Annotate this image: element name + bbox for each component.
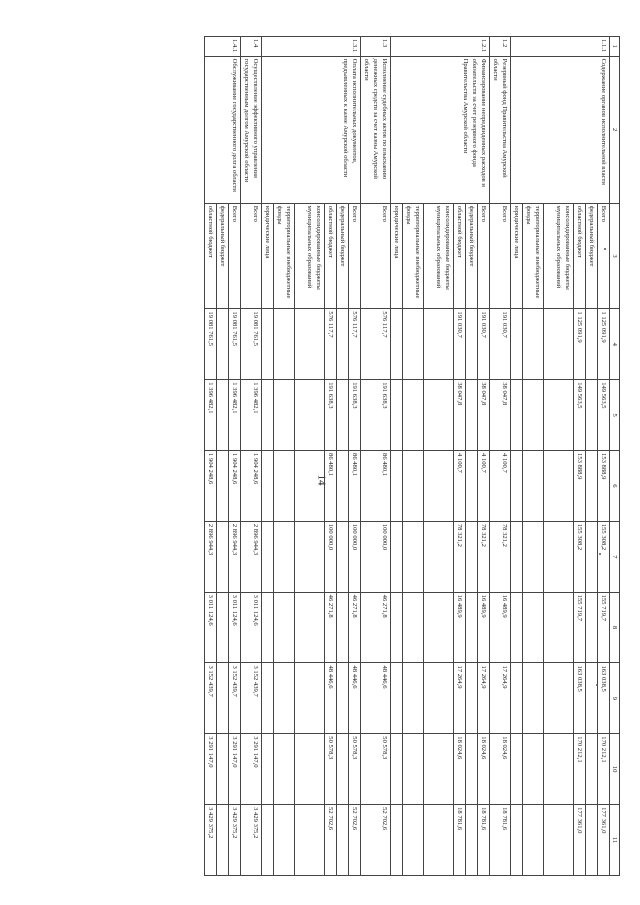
value-cell: 170 212,1 [598,734,610,805]
value-cell: 3 152 439,7 [229,663,241,734]
value-cell: 3 429 375,2 [229,805,241,876]
row-name: Резервный фонд Правительства Амурской области [490,56,511,203]
value-cell [295,309,325,380]
table-row [598,37,610,876]
value-cell: 155 719,7 [598,592,610,663]
table-body [205,37,610,876]
value-cell: 2 896 944,3 [205,521,217,592]
value-cell: 18 781,6 [478,805,490,876]
value-cell [424,380,454,451]
value-cell: 4 100,7 [490,451,511,522]
value-cell [424,592,454,663]
row-code: 1.2.1 [391,37,490,57]
value-cell: 3 291 147,0 [205,734,217,805]
value-cell: 78 321,2 [454,521,466,592]
value-cell [262,592,274,663]
funding-source: федеральный бюджет [466,203,478,309]
value-cell [544,521,574,592]
table-row [241,37,262,876]
value-cell: 52 702,6 [349,805,361,876]
rotated-table-container [90,36,620,876]
value-cell [544,663,574,734]
value-cell: 17 264,9 [478,663,490,734]
value-cell: 17 264,9 [454,663,466,734]
value-cell [544,734,574,805]
value-cell [511,805,523,876]
value-cell [424,663,454,734]
value-cell [424,451,454,522]
value-cell [403,309,424,380]
value-cell [586,451,598,522]
value-cell: 163 038,5 [574,663,586,734]
value-cell: 100 000,0 [325,521,337,592]
value-cell: 78 321,2 [490,521,511,592]
funding-source: юридические лица [391,203,403,309]
funding-source: федеральный бюджет [586,203,598,309]
value-cell [274,592,295,663]
value-cell [544,309,574,380]
value-cell [544,380,574,451]
row-code: 1.3 [361,37,391,57]
value-cell [403,663,424,734]
value-cell [262,451,274,522]
value-cell: 50 578,3 [361,734,391,805]
funding-source: территориальные внебюджетные фонды [274,203,295,309]
funding-source: территориальные внебюджетные фонды [403,203,424,309]
funding-source: федеральный бюджет [217,203,229,309]
value-cell [586,805,598,876]
value-cell: 170 212,1 [574,734,586,805]
value-cell: 576 117,7 [325,309,337,380]
value-cell: 38 047,8 [478,380,490,451]
value-cell [466,380,478,451]
header-cell: 2 [610,56,620,203]
value-cell [337,734,349,805]
value-cell [586,309,598,380]
value-cell [295,451,325,522]
header-row [610,37,620,876]
value-cell: 18 781,6 [454,805,466,876]
value-cell [511,521,523,592]
value-cell: 16 489,9 [478,592,490,663]
value-cell: 191 638,3 [325,380,337,451]
value-cell: 3 152 439,7 [241,663,262,734]
value-cell [403,521,424,592]
value-cell [217,380,229,451]
value-cell [586,663,598,734]
value-cell: 1 904 248,6 [229,451,241,522]
value-cell: 18 781,6 [490,805,511,876]
value-cell [391,592,403,663]
value-cell: 18 024,6 [454,734,466,805]
value-cell: 149 563,5 [574,380,586,451]
value-cell [274,663,295,734]
funding-source: Всего [361,203,391,309]
value-cell [523,380,544,451]
value-cell [523,663,544,734]
value-cell: 52 702,6 [361,805,391,876]
value-cell [217,451,229,522]
funding-source: Всего [349,203,361,309]
row-name: Исполнение судебных актов по взысканию денежных средств за счет казны Амурской области [361,56,391,203]
value-cell [337,309,349,380]
value-cell: 3 011 124,6 [241,592,262,663]
value-cell [511,451,523,522]
row-name: Обслуживание государственного долга области [205,56,241,203]
value-cell [262,734,274,805]
value-cell [337,380,349,451]
value-cell: 38 047,8 [490,380,511,451]
value-cell [295,663,325,734]
value-cell: 86 480,1 [325,451,337,522]
value-cell [544,805,574,876]
value-cell [586,734,598,805]
funding-source: областной бюджет [325,203,337,309]
funding-source: консолидированные бюджеты муниципальных образований [295,203,325,309]
value-cell [274,380,295,451]
header-cell: 8 [610,592,620,663]
header-cell: 9 [610,663,620,734]
value-cell: 46 271,8 [361,592,391,663]
value-cell [424,521,454,592]
value-cell [217,309,229,380]
value-cell [586,380,598,451]
value-cell: 38 047,8 [454,380,466,451]
value-cell: 19 081 761,5 [229,309,241,380]
value-cell: 19 081 761,5 [241,309,262,380]
value-cell [262,805,274,876]
value-cell [466,451,478,522]
value-cell: 19 081 761,5 [205,309,217,380]
value-cell: 1 904 248,6 [241,451,262,522]
value-cell [337,451,349,522]
value-cell [403,451,424,522]
row-code: 1.1.1 [511,37,610,57]
value-cell [295,805,325,876]
value-cell [523,805,544,876]
header-cell: 6 [610,451,620,522]
table-row [490,37,511,876]
value-cell [523,451,544,522]
funding-source: Всего [241,203,262,309]
value-cell [274,309,295,380]
value-cell: 191 638,3 [361,380,391,451]
value-cell: 191 638,3 [349,380,361,451]
value-cell [337,521,349,592]
header-cell: 10 [610,734,620,805]
funding-source: федеральный бюджет [337,203,349,309]
value-cell: 4 100,7 [478,451,490,522]
value-cell: 1 396 482,1 [205,380,217,451]
value-cell [466,521,478,592]
row-name: Содержание органов исполнительной власти [511,56,610,203]
value-cell: 155 308,2 [598,521,610,592]
table-row [349,37,361,876]
header-cell: 5 [610,380,620,451]
value-cell: 86 480,1 [349,451,361,522]
value-cell: 46 271,8 [325,592,337,663]
value-cell: 177 361,0 [574,805,586,876]
value-cell [391,521,403,592]
value-cell [586,592,598,663]
funding-source: Всего [229,203,241,309]
value-cell: 50 578,3 [349,734,361,805]
scan-speck [599,553,601,555]
value-cell [262,521,274,592]
value-cell [274,521,295,592]
value-cell: 3 011 124,6 [205,592,217,663]
value-cell: 1 904 248,6 [205,451,217,522]
value-cell [403,380,424,451]
value-cell: 191 030,7 [490,309,511,380]
value-cell [391,380,403,451]
value-cell [262,663,274,734]
value-cell: 191 030,7 [454,309,466,380]
value-cell [586,521,598,592]
header-cell: 4 [610,309,620,380]
value-cell [523,521,544,592]
funding-source: территориальные внебюджетные фонды [523,203,544,309]
value-cell [217,663,229,734]
header-cell: 7 [610,521,620,592]
funding-source: областной бюджет [574,203,586,309]
value-cell: 4 100,7 [454,451,466,522]
header-cell: 3 [610,203,620,309]
value-cell [403,592,424,663]
value-cell [262,380,274,451]
value-cell: 155 308,2 [574,521,586,592]
value-cell: 177 361,0 [598,805,610,876]
value-cell: 16 489,9 [490,592,511,663]
value-cell: 1 125 091,9 [574,309,586,380]
value-cell [511,380,523,451]
value-cell [466,663,478,734]
funding-source: консолидированные бюджеты муниципальных образований [424,203,454,309]
value-cell: 48 446,6 [325,663,337,734]
value-cell [337,592,349,663]
value-cell: 16 489,9 [454,592,466,663]
value-cell [403,805,424,876]
value-cell [424,805,454,876]
value-cell: 149 563,5 [598,380,610,451]
value-cell: 46 271,8 [349,592,361,663]
row-code: 1.4.1 [205,37,241,57]
value-cell [337,663,349,734]
header-cell: 1 [610,37,620,57]
value-cell [274,451,295,522]
table-row [229,37,241,876]
value-cell [466,734,478,805]
value-cell: 48 446,6 [349,663,361,734]
value-cell: 153 888,9 [574,451,586,522]
funding-source: Всего [598,203,610,309]
value-cell [217,805,229,876]
value-cell: 1 396 482,1 [241,380,262,451]
value-cell: 3 011 124,6 [229,592,241,663]
value-cell: 576 117,7 [361,309,391,380]
value-cell [511,663,523,734]
value-cell: 1 125 091,9 [598,309,610,380]
budget-table [204,36,620,876]
value-cell [523,734,544,805]
scan-speck [596,684,598,686]
row-code: 1.2 [490,37,511,57]
value-cell [403,734,424,805]
value-cell: 3 429 375,2 [205,805,217,876]
value-cell [511,734,523,805]
value-cell: 1 396 482,1 [229,380,241,451]
value-cell: 50 578,3 [325,734,337,805]
value-cell [391,309,403,380]
row-code: 1.4 [241,37,262,57]
value-cell: 576 117,7 [349,309,361,380]
value-cell: 191 030,7 [478,309,490,380]
funding-source: Всего [490,203,511,309]
value-cell: 163 038,5 [598,663,610,734]
funding-source: Всего [478,203,490,309]
value-cell [217,592,229,663]
value-cell: 3 152 439,7 [205,663,217,734]
row-name: Осуществление эффективного управления государственным долгом Амурской области [241,56,262,203]
value-cell [466,805,478,876]
value-cell: 52 702,6 [325,805,337,876]
row-name: Оплата исполнительных документов, предъявленных к казне Амурской области [262,56,361,203]
value-cell [262,309,274,380]
value-cell [274,734,295,805]
value-cell [391,734,403,805]
value-cell [217,521,229,592]
funding-source: областной бюджет [205,203,217,309]
value-cell: 100 000,0 [349,521,361,592]
value-cell [217,734,229,805]
funding-source: юридические лица [262,203,274,309]
value-cell: 48 446,6 [361,663,391,734]
value-cell [391,805,403,876]
page-number: 14 [315,474,328,486]
value-cell: 2 896 944,3 [229,521,241,592]
value-cell [544,451,574,522]
value-cell [295,734,325,805]
funding-source: областной бюджет [454,203,466,309]
funding-source: консолидированные бюджеты муниципальных образований [544,203,574,309]
value-cell [391,451,403,522]
table-row [478,37,490,876]
value-cell: 17 264,9 [490,663,511,734]
value-cell [391,663,403,734]
value-cell [424,734,454,805]
funding-source: юридические лица [511,203,523,309]
value-cell [511,592,523,663]
value-cell [295,380,325,451]
value-cell: 153 888,9 [598,451,610,522]
value-cell: 78 321,2 [478,521,490,592]
scan-speck [604,248,606,250]
value-cell [544,592,574,663]
value-cell [295,592,325,663]
value-cell [466,592,478,663]
table-row [361,37,391,876]
value-cell [337,805,349,876]
row-name: Финансирование непредвиденных расходов и обязательств за счет резервного фонда Правительства Амурской области [391,56,490,203]
value-cell: 18 024,6 [478,734,490,805]
value-cell: 3 291 147,0 [241,734,262,805]
header-cell: 11 [610,805,620,876]
value-cell [523,309,544,380]
value-cell [424,309,454,380]
value-cell [295,521,325,592]
value-cell: 3 429 375,2 [241,805,262,876]
row-code: 1.3.1 [262,37,361,57]
value-cell: 100 000,0 [361,521,391,592]
value-cell: 155 719,7 [574,592,586,663]
value-cell [274,805,295,876]
value-cell: 2 896 944,3 [241,521,262,592]
value-cell [523,592,544,663]
value-cell [511,309,523,380]
value-cell: 3 291 147,0 [229,734,241,805]
value-cell: 18 024,6 [490,734,511,805]
value-cell [466,309,478,380]
value-cell: 86 480,1 [361,451,391,522]
